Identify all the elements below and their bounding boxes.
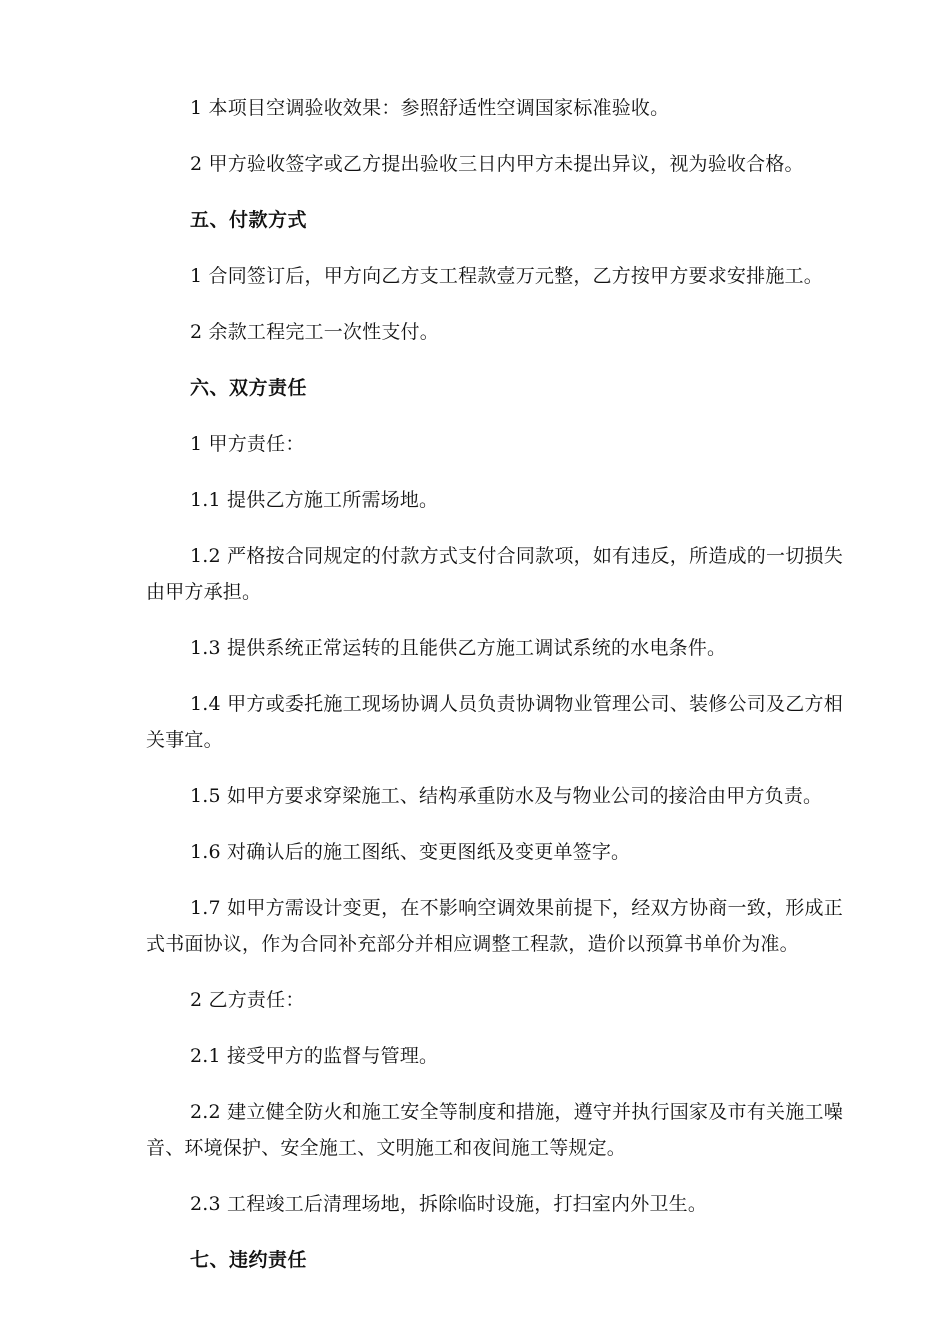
paragraph: 2 乙方责任： xyxy=(190,989,305,1011)
paragraph: 2.2 建立健全防火和施工安全等制度和措施，遵守并执行国家及市有关施工噪音、环境保护、安全施工、文明施工和夜间施工等规定。 xyxy=(146,1101,843,1159)
paragraph: 1 甲方责任： xyxy=(190,433,305,455)
section-heading: 六、双方责任 xyxy=(190,377,308,399)
paragraph: 1.3 提供系统正常运转的且能供乙方施工调试系统的水电条件。 xyxy=(190,637,727,659)
paragraph: 1.4 甲方或委托施工现场协调人员负责协调物业管理公司、装修公司及乙方相关事宜。 xyxy=(146,693,843,751)
paragraph: 1.2 严格按合同规定的付款方式支付合同款项，如有违反，所造成的一切损失由甲方承担。 xyxy=(146,545,843,603)
paragraph: 1.6 对确认后的施工图纸、变更图纸及变更单签字。 xyxy=(190,841,631,863)
paragraph: 1.5 如甲方要求穿梁施工、结构承重防水及与物业公司的接洽由甲方负责。 xyxy=(190,785,823,807)
paragraph: 1.7 如甲方需设计变更，在不影响空调效果前提下，经双方协商一致，形成正式书面协议，作为合同补充部分并相应调整工程款，造价以预算书单价为准。 xyxy=(146,897,843,955)
section-heading: 七、违约责任 xyxy=(190,1249,308,1271)
document-body xyxy=(146,90,843,1298)
paragraph: 2 余款工程完工一次性支付。 xyxy=(190,321,439,343)
paragraph: 1 合同签订后，甲方向乙方支工程款壹万元整，乙方按甲方要求安排施工。 xyxy=(190,265,823,287)
paragraph: 2.1 接受甲方的监督与管理。 xyxy=(190,1045,439,1067)
paragraph: 1 本项目空调验收效果：参照舒适性空调国家标准验收。 xyxy=(190,97,670,119)
paragraph: 1.1 提供乙方施工所需场地。 xyxy=(190,489,439,511)
paragraph: 2.3 工程竣工后清理场地，拆除临时设施，打扫室内外卫生。 xyxy=(190,1193,708,1215)
paragraph: 2 甲方验收签字或乙方提出验收三日内甲方未提出异议，视为验收合格。 xyxy=(190,153,804,175)
section-heading: 五、付款方式 xyxy=(190,209,308,231)
